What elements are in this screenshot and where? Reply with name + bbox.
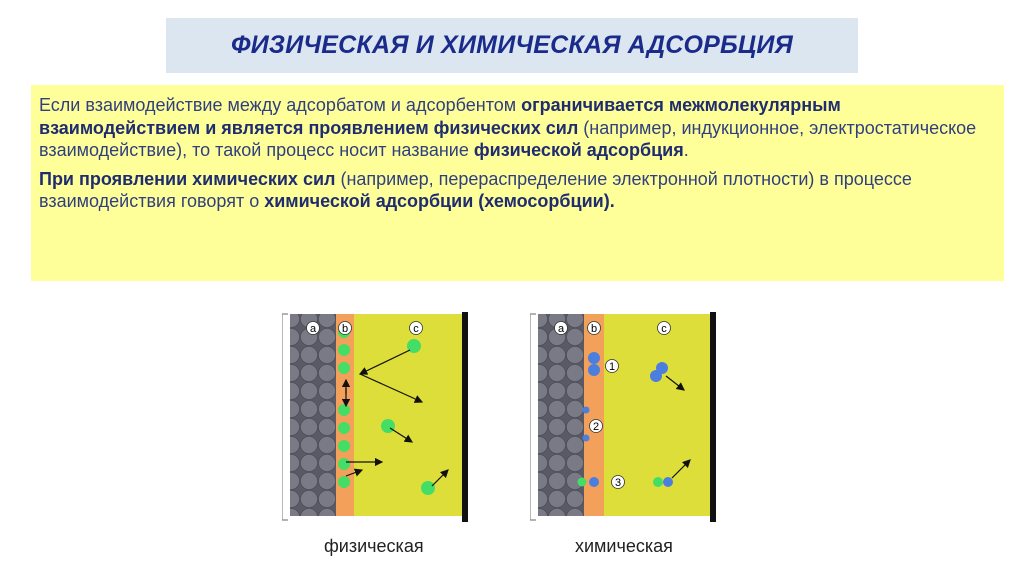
title-banner (166, 18, 858, 73)
atom (583, 407, 590, 414)
atom (653, 477, 663, 487)
text-span: . (683, 140, 689, 160)
atom (583, 435, 590, 442)
label-c: c (413, 323, 419, 335)
molecule (588, 352, 600, 364)
molecule (338, 422, 350, 434)
label-3: 3 (614, 477, 622, 489)
molecule (421, 481, 435, 495)
label-a: a (309, 323, 317, 335)
molecule (588, 364, 600, 376)
text-span: (например, перераспределение электронной плотности) в процессе взаимодействия говорят о (39, 168, 912, 211)
paragraph-chemical (39, 168, 996, 213)
atom (589, 477, 599, 487)
right-wall (462, 312, 468, 522)
bold-span: химической адсорбции (хемосорбции). (264, 191, 615, 211)
label-a: a (557, 323, 565, 335)
adsorbent-layer (538, 314, 584, 516)
physical-adsorption-diagram (282, 310, 472, 524)
right-wall (710, 312, 716, 522)
adsorbed-molecules (338, 326, 350, 488)
molecule (338, 458, 350, 470)
molecule (338, 404, 350, 416)
text-span: (например, индукционное, электростатическое взаимодействие), то такой процесс носит название (39, 117, 977, 160)
label-b: b (590, 323, 598, 335)
label-b: b (341, 323, 349, 335)
molecule (338, 476, 350, 488)
atom (663, 477, 673, 487)
left-bracket (530, 314, 536, 520)
caption-physical: физическая (324, 536, 424, 556)
page-title: ФИЗИЧЕСКАЯ И ХИМИЧЕСКАЯ АДСОРБЦИЯ (231, 31, 793, 59)
left-bracket (282, 314, 288, 520)
atom (578, 478, 587, 487)
paragraph-physical (39, 94, 996, 162)
description-box (31, 85, 1004, 281)
molecule (338, 440, 350, 452)
caption-chemical: химическая (575, 536, 673, 556)
adsorbent-layer (290, 314, 336, 516)
bold-span: При проявлении химических сил (39, 168, 336, 189)
molecule (381, 419, 395, 433)
label-2: 2 (592, 421, 600, 433)
text-span: Если взаимодействие между адсорбатом и адсорбентом (39, 95, 522, 115)
bold-span: физической адсорбция (473, 140, 684, 160)
bold-span: ограничивается межмолекулярным взаимодействием и является проявлением физических сил (39, 95, 841, 138)
chemical-adsorption-diagram (530, 310, 720, 524)
molecule (338, 362, 350, 374)
label-c: c (661, 323, 667, 335)
molecule (338, 344, 350, 356)
molecule (650, 370, 662, 382)
label-1: 1 (608, 361, 616, 373)
